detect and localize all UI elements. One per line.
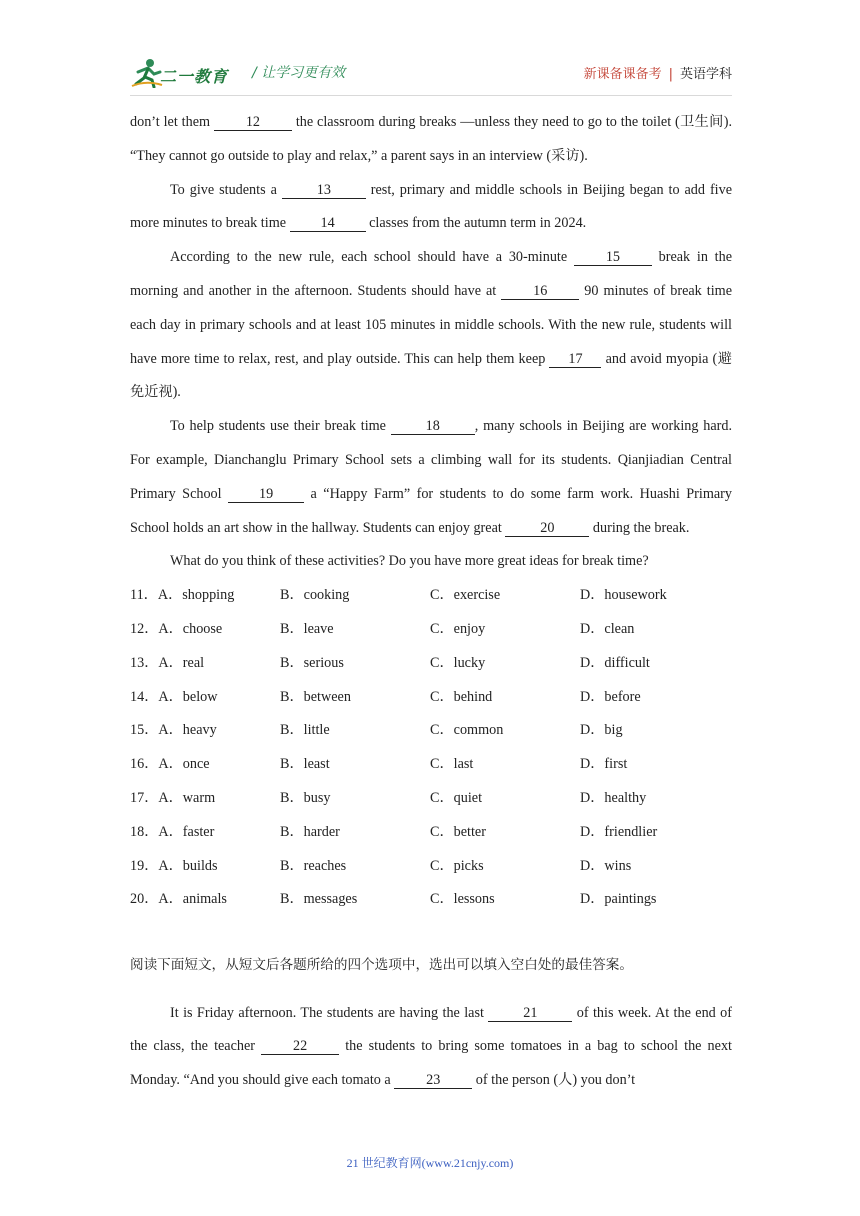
option-a: 18．A．faster	[130, 823, 215, 840]
option-a: 20．A．animals	[130, 891, 227, 908]
text: It is Friday afternoon. The students are having the last	[170, 1004, 489, 1021]
option-c: C．better	[430, 823, 486, 840]
blank-15: 15	[574, 249, 652, 266]
paragraph-1	[130, 106, 732, 174]
option-c: C．lessons	[430, 891, 495, 908]
option-b: B．messages	[280, 891, 358, 908]
text: of this week. At the end of the class, the teacher	[130, 1004, 732, 1055]
option-a: 11．A．shopping	[130, 587, 235, 604]
text: According to the new rule, each school should have a 30-minute	[170, 249, 574, 266]
runner-logo-icon	[130, 58, 164, 88]
blank-16: 16	[501, 283, 579, 300]
option-a: 12．A．choose	[130, 620, 223, 637]
question-row	[130, 850, 732, 884]
question-row	[130, 883, 732, 917]
text: break in the morning and another in the afternoon. Students should have at	[130, 249, 733, 299]
blank-13: 13	[282, 182, 366, 199]
option-d: D．clean	[580, 620, 635, 637]
option-d: D．first	[580, 756, 628, 773]
text: rest, primary and middle schools in Beijing began to add five more minutes to break time	[130, 181, 733, 232]
question-options	[130, 579, 732, 917]
option-b: B．leave	[280, 620, 334, 637]
option-b: B．between	[280, 688, 351, 705]
question-row	[130, 647, 732, 681]
section-instruction: 阅读下面短文，从短文后各题所给的四个选项中，选出可以填入空白处的最佳答案。	[130, 957, 633, 974]
option-a: 19．A．builds	[130, 857, 218, 874]
text: To give students a	[170, 181, 282, 198]
option-d: D．healthy	[580, 789, 647, 806]
option-b: B．little	[280, 722, 330, 739]
option-d: D．big	[580, 722, 623, 739]
page-footer: 21 世纪教育网(www.21cnjy.com)	[346, 1156, 514, 1170]
blank-21: 21	[488, 1005, 572, 1022]
option-c: C．exercise	[430, 587, 501, 604]
blank-22: 22	[261, 1038, 339, 1055]
option-d: D．before	[580, 688, 641, 705]
option-d: D．wins	[580, 857, 632, 874]
option-b: B．busy	[280, 789, 331, 806]
option-b: B．serious	[280, 654, 344, 671]
text: a “Happy Farm” for students to do some farm work. Huashi Primary School holds an art show in the hallway. Students can enjoy great	[130, 485, 732, 536]
header-subject: 英语学科	[679, 67, 732, 82]
option-c: C．behind	[430, 688, 493, 705]
paragraph-5: What do you think of these activities? Do you have more great ideas for break time?	[170, 553, 649, 570]
option-d: D．difficult	[580, 654, 650, 671]
document-body	[130, 106, 732, 1098]
question-row	[130, 579, 732, 613]
option-b: B．least	[280, 756, 330, 773]
option-d: D．housework	[580, 587, 667, 604]
option-a: 16．A．once	[130, 756, 210, 773]
option-a: 15．A．heavy	[130, 722, 217, 739]
blank-23: 23	[394, 1072, 472, 1089]
question-row	[130, 613, 732, 647]
option-a: 13．A．real	[130, 654, 205, 671]
question-row	[130, 816, 732, 850]
option-c: C．lucky	[430, 654, 486, 671]
option-b: B．harder	[280, 823, 340, 840]
logo-text: 二一教育	[160, 67, 229, 86]
text: the classroom during breaks —unless they need to go to the toilet (卫生间). “They cannot go outside to play and relax,” a parent says in an interview (采访).	[130, 114, 732, 164]
text: don’t let them	[130, 114, 214, 130]
option-c: C．quiet	[430, 789, 483, 806]
header-rule	[130, 95, 732, 96]
option-c: C．enjoy	[430, 620, 486, 637]
blank-20: 20	[505, 520, 589, 537]
question-row	[130, 714, 732, 748]
text: and avoid myopia (避免近视).	[130, 350, 732, 401]
paragraph-6	[130, 997, 732, 1098]
text: To help students use their break time	[170, 418, 391, 435]
logo	[130, 58, 240, 90]
paragraph-3	[130, 241, 732, 410]
header-right	[584, 63, 732, 82]
text: during the break.	[589, 519, 690, 536]
blank-19: 19	[228, 486, 304, 503]
text: of the person (人) you don’t	[472, 1072, 636, 1089]
option-b: B．cooking	[280, 587, 350, 604]
header-tag: 新课备课备考	[583, 67, 662, 82]
option-a: 14．A．below	[130, 688, 218, 705]
option-d: D．friendlier	[580, 823, 658, 840]
option-c: C．last	[430, 756, 474, 773]
page-header	[130, 54, 732, 94]
option-b: B．reaches	[280, 857, 347, 874]
text: 90 minutes of break time each day in primary schools and at least 105 minutes in middle schools. With the new rule, students will have more time to relax, rest, and play outside. This can help them keep	[130, 282, 732, 367]
blank-12: 12	[214, 114, 292, 131]
blank-14: 14	[290, 215, 366, 232]
header-divider: |	[668, 67, 673, 82]
option-d: D．paintings	[580, 891, 657, 908]
question-row	[130, 782, 732, 816]
option-c: C．picks	[430, 857, 484, 874]
paragraph-2	[130, 174, 732, 242]
text: , many schools in Beijing are working hard. For example, Dianchanglu Primary School sets a climbing wall for its students. Qianjiadian Central Primary School	[130, 418, 732, 502]
question-row	[130, 748, 732, 782]
option-a: 17．A．warm	[130, 789, 216, 806]
question-row	[130, 681, 732, 715]
header-slogan: / 让学习更有效	[252, 65, 346, 81]
blank-18: 18	[391, 418, 475, 435]
text: the students to bring some tomatoes in a bag to school the next Monday. “And you should give each tomato a	[130, 1038, 732, 1089]
text: classes from the autumn term in 2024.	[365, 215, 587, 232]
option-c: C．common	[430, 722, 504, 739]
blank-17: 17	[549, 351, 601, 368]
paragraph-4	[130, 410, 732, 545]
